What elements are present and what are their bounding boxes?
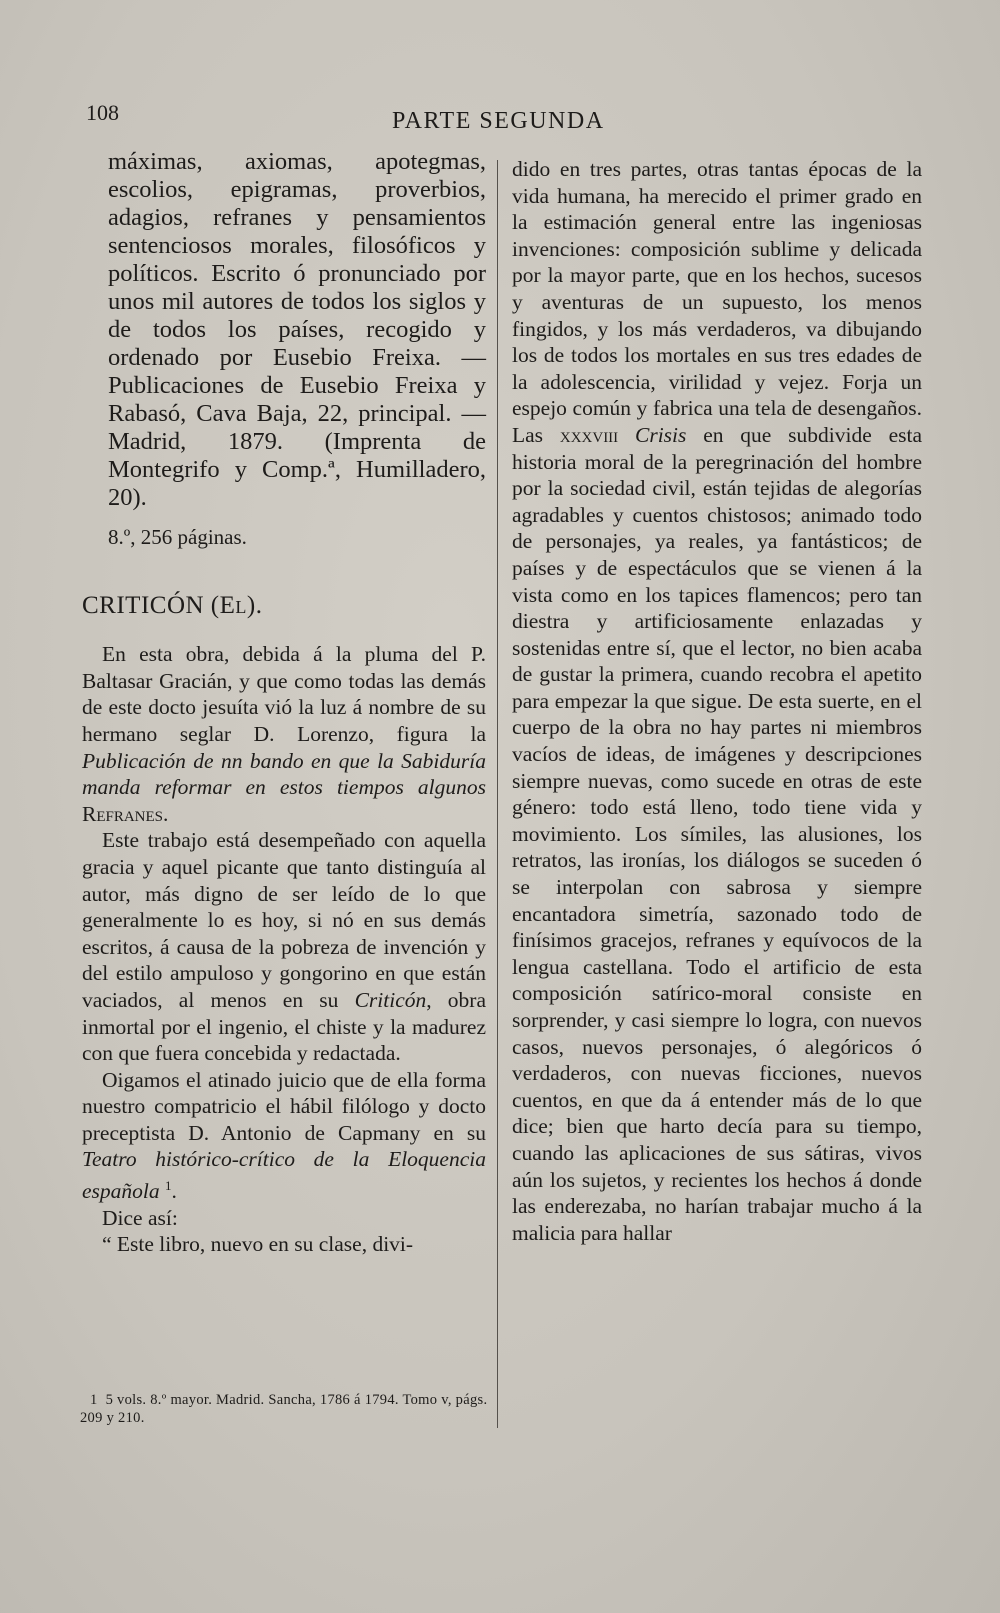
paragraph-2: [82, 827, 486, 1066]
paragraph-1-smallcaps: Refranes: [82, 801, 164, 826]
paragraph-2-text-end: , obra inmortal por el ingenio, el chiste y la madurez con que fuera concebida y redactada.: [82, 987, 487, 1066]
paragraph-1-end: .: [163, 801, 169, 826]
paragraph-3-text: Oigamos el atinado juicio que de ella forma nuestro compatricio el hábil filólogo y docto preceptista D. Antonio de Capmany en su: [82, 1067, 486, 1145]
column-divider: [497, 160, 498, 1428]
entry-title-main: CRITICÓN (: [82, 591, 220, 619]
entry-title-article: El: [219, 591, 247, 619]
paragraph-2-italic: Criticón: [354, 987, 427, 1012]
footnote-text: 5 vols. 8.º mayor. Madrid. Sancha, 1786 á 1794. Tomo v, págs. 209 y 210.: [80, 1392, 488, 1426]
footnote-reference: 1: [165, 1178, 172, 1194]
crisis-italic: Crisis: [635, 422, 687, 447]
paragraph-1-text: En esta obra, debida á la pluma del P. Baltasar Gracián, y que como todas las demás de este docto jesuíta vió la luz á nombre de su hermano seglar D. Lorenzo, figura la: [82, 642, 486, 746]
roman-numeral: xxxviii: [559, 422, 619, 447]
quote-text: dido en tres partes, otras tantas épocas de la vida humana, ha merecido el primer grado en la estimación general entre las ingeniosas invenciones: composición sublime y delicada por la mayor parte, que en los hechos, sucesos y aventuras de un supuesto, los menos fingidos, y los más verdaderos, va dibujando los de todos los mortales en sus tres edades de la adolescencia, virilidad y vejez. Forja un espejo común y fabrica una tela de desengaños. Las: [512, 157, 922, 447]
paragraph-3-end: .: [171, 1179, 177, 1204]
paragraph-2-text: Este trabajo está desempeñado con aquella gracia y aquel picante que tanto distinguía al autor, más digno de ser leído de lo que generalmente lo es hoy, si nó en sus demás escritos, á causa de la pobreza de invención y del estilo ampuloso y gongorino en que están vaciados, al menos en su: [82, 828, 486, 1012]
paragraph-3-italic: Teatro histórico-crítico de la Eloquencia española: [82, 1147, 486, 1204]
paragraph-4: Dice así:: [102, 1205, 178, 1230]
bibliography-format: 8.º, 256 páginas.: [108, 525, 247, 549]
quote-start: “ Este libro, nuevo en su clase, divi-: [102, 1232, 414, 1257]
running-title: PARTE SEGUNDA: [392, 108, 605, 134]
bibliography-continuation: máximas, axiomas, apotegmas, escolios, epigramas, proverbios, adagios, refranes y pensamientos sentenciosos morales, filosóficos y políticos. Escrito ó pronunciado por unos mil autores de todos los siglos y de todos los países, recogido y ordenado por Eusebio Freixa. —Publicaciones de Eusebio Freixa y Rabasó, Cava Baja, 22, principal. — Madrid, 1879. (Imprenta de Montegrifo y Comp.ª, Humilladero, 20).: [108, 148, 486, 511]
page-number: 108: [86, 100, 119, 125]
entry-title-end: ).: [246, 591, 263, 619]
paragraph-1-italic: Publicación de nn bando en que la Sabiduría manda reformar en estos tiempos algunos: [82, 748, 486, 800]
left-column: [82, 148, 486, 1258]
quote-text-end: en que subdivide esta historia moral de la peregrinación del hombre por la sociedad civil, están tejidas de alegorías agradables y cuentos chistosos; animado todo de personajes, ya reales, ya fantásticos; de países y de espectáculos que se vienen á la vista como en los tapices flamencos; pero tan diestra y artificiosamente enlazadas y sostenidas entre sí, que el lector, no bien acaba de gustar la primera, cuando recobra el apetito para empezar la que sigue. De esta suerte, en el cuerpo de la obra no hay partes ni miembros vacíos de ideas, de imágenes y descripciones siempre nuevas, como sucede en otras de este género: todo está lleno, todo tiene vida y movimiento. Los símiles, las alusiones, los retratos, las ironías, los diálogos se suceden ó se interpolan con sabrosa y siempre encantadora simetría, sazonado todo de finísimos gracejos, refranes y equívocos de la lengua castellana. Todo el artificio de esta composición satírico-moral consiste en sorprender, y casi siempre lo logra, con nuevos casos, nuevos personajes, ó alegóricos ó verdaderos, con nuevas ficciones, nuevos cuentos, en que da á entender más de lo que dice; bien que harto decía para su tiempo, cuando las aplicaciones de sus sátiras, vivos aún los sujetos, y recientes los hechos á donde las enderezaba, no harían trabajar mucho á la malicia para hallar: [512, 422, 922, 1245]
footnote: [80, 1391, 490, 1427]
right-column: [512, 156, 922, 1246]
entry-title: [82, 593, 486, 620]
footnote-number: 1: [90, 1392, 98, 1408]
paragraph-3: [82, 1067, 486, 1205]
paragraph-1: [82, 641, 486, 827]
quote-continuation: [512, 156, 922, 1246]
